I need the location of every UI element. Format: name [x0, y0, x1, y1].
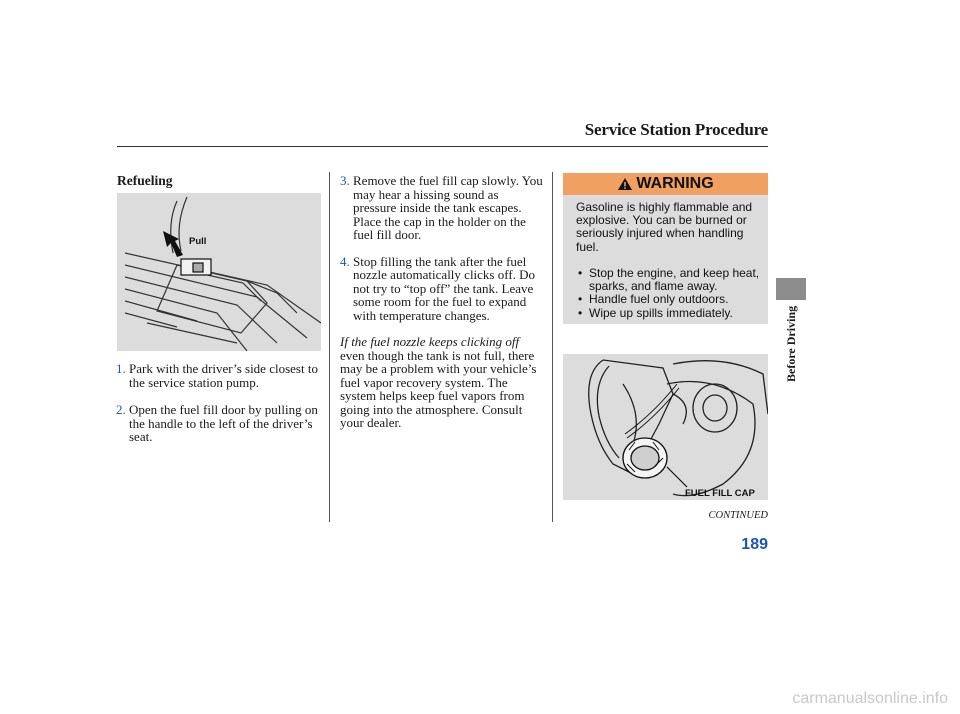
- step-number: 2.: [116, 402, 126, 417]
- section-heading: Refueling: [117, 173, 173, 188]
- warning-item: [578, 307, 764, 320]
- step-text: Park with the driver’s side closest to the service station pump.: [129, 361, 318, 390]
- warning-title: WARNING: [636, 175, 714, 192]
- side-tab-marker: [776, 278, 806, 300]
- step-text: Open the fuel fill door by pulling on the handle to the left of the driver’s seat.: [129, 402, 318, 444]
- page-title: Service Station Procedure: [584, 120, 768, 139]
- continued-label: CONTINUED: [708, 510, 768, 521]
- warning-list: [578, 267, 764, 320]
- bullet-icon: •: [578, 266, 583, 280]
- step-number: 3.: [340, 173, 350, 188]
- step-3: [340, 174, 545, 242]
- pull-label: Pull: [189, 236, 207, 247]
- step-1: [116, 362, 321, 389]
- bullet-icon: •: [578, 292, 583, 307]
- warning-body: Gasoline is highly flammable and explosive. You can be burned or seriously injured when handling fuel.: [576, 200, 753, 254]
- step-number: 1.: [116, 361, 126, 376]
- watermark: carmanualsonline.info: [792, 690, 948, 707]
- column-divider-left: [329, 172, 330, 522]
- steps-left-column: [116, 362, 321, 444]
- step-4: [340, 255, 545, 323]
- page-number: 189: [741, 536, 768, 553]
- figure-release-handle: [117, 193, 321, 351]
- column-divider-right: [552, 172, 553, 522]
- step-number: 4.: [340, 253, 350, 269]
- side-tab-label: Before Driving: [784, 305, 798, 382]
- warning-heading: [563, 173, 768, 195]
- fuel-fill-cap-illustration: [563, 354, 768, 500]
- warning-item-text: Stop the engine, and keep heat, sparks, and flame away.: [589, 266, 760, 294]
- warning-item-text: Handle fuel only outdoors.: [589, 292, 729, 307]
- warning-triangle-icon: [617, 177, 633, 191]
- step-text: Remove the fuel fill cap slowly. You may hear a hissing sound as pressure inside the tank escapes. Place the cap in the holder on the fuel fill door.: [353, 173, 543, 242]
- fuel-fill-cap-label: FUEL FILL CAP: [685, 488, 755, 499]
- warning-item: [578, 267, 764, 293]
- note-paragraph: [340, 335, 545, 430]
- step-2: [116, 403, 321, 444]
- release-handle-illustration: [117, 193, 321, 351]
- title-rule: [117, 146, 768, 147]
- warning-item-text: Wipe up spills immediately.: [589, 305, 733, 320]
- figure-fuel-fill-cap: [563, 354, 768, 500]
- note-lead: If the fuel nozzle keeps clicking off: [340, 334, 520, 349]
- bullet-icon: •: [578, 305, 583, 320]
- warning-item: [578, 293, 764, 306]
- note-text: even though the tank is not full, there may be a problem with your vehicle’s fuel vapor recovery system. The system helps keep fuel vapors from going into the atmosphere. Consult your dealer.: [340, 347, 537, 430]
- step-text: Stop filling the tank after the fuel nozzle automatically clicks off. Do not try to “top off” the tank. Leave some room for the fuel to expand with temperature changes.: [353, 253, 536, 323]
- steps-middle-column: [340, 174, 545, 430]
